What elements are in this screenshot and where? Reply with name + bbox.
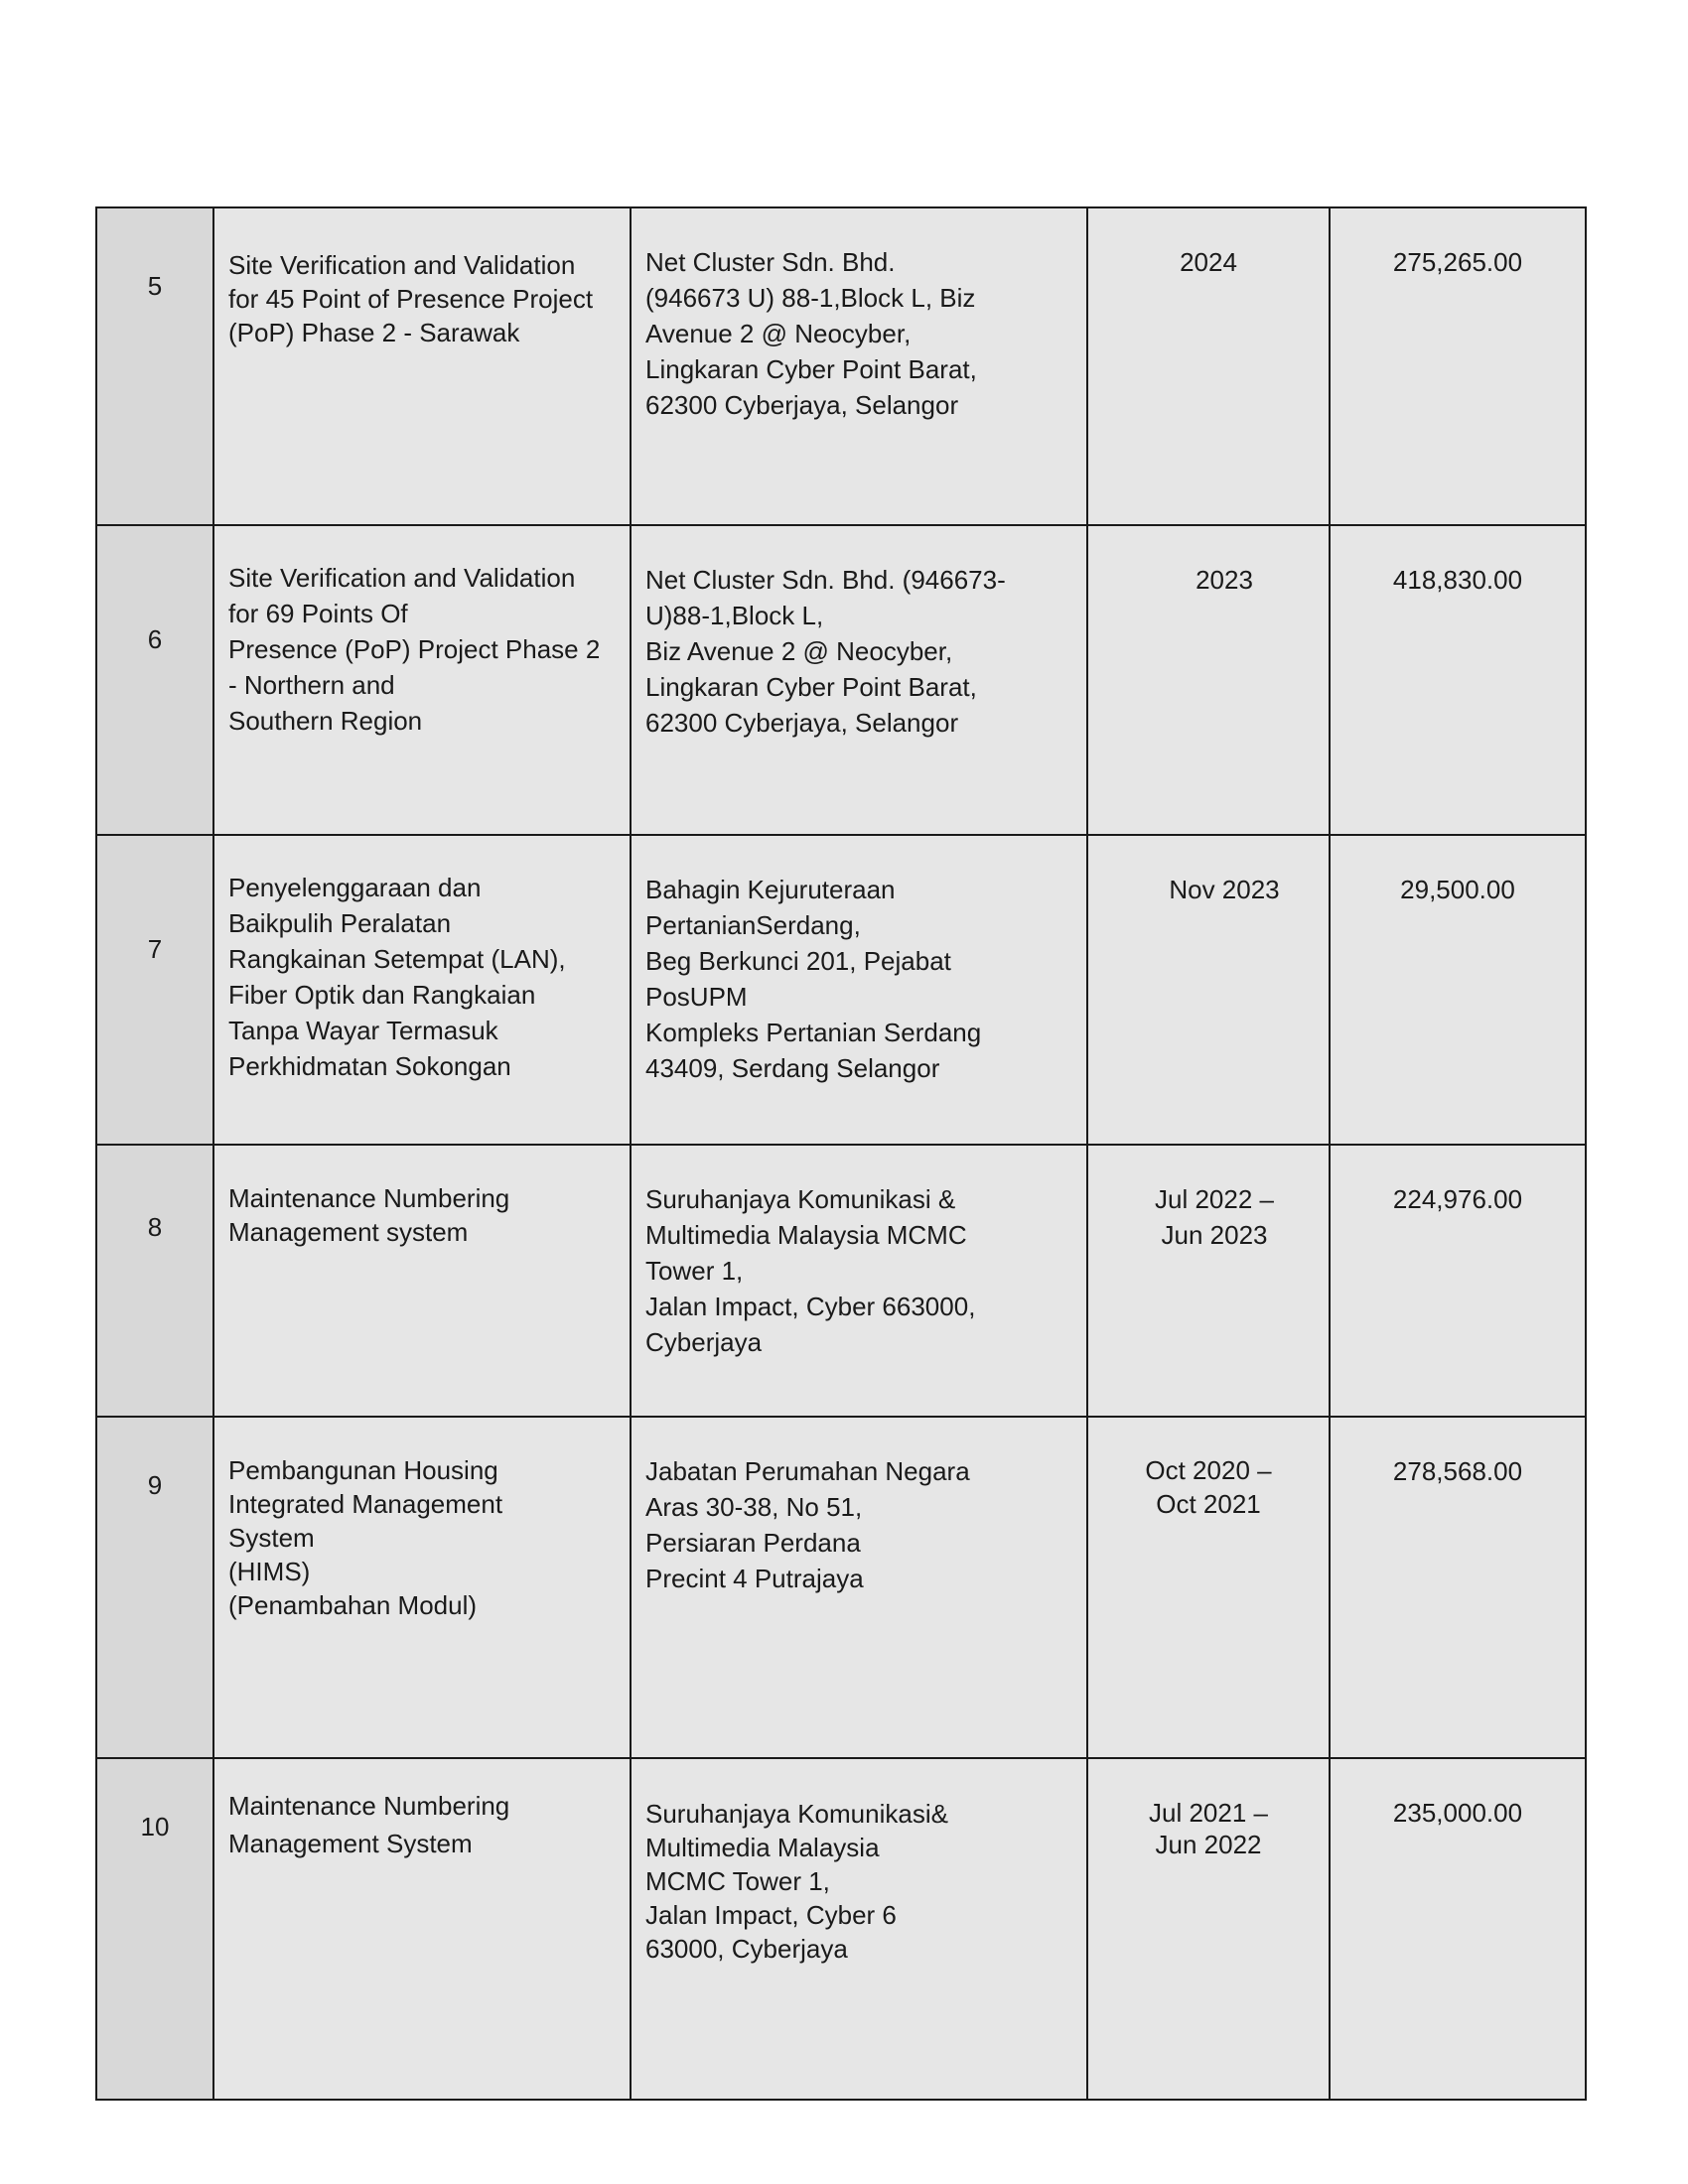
project-title-cell bbox=[213, 1145, 631, 1417]
client-cell bbox=[631, 835, 1087, 1145]
project-period: 2023 bbox=[1196, 565, 1253, 595]
row-number-cell bbox=[96, 207, 213, 525]
row-number-cell bbox=[96, 525, 213, 835]
period-cell bbox=[1087, 1417, 1330, 1758]
project-title-cell bbox=[213, 1758, 631, 2100]
period-cell bbox=[1087, 1758, 1330, 2100]
row-number-cell bbox=[96, 1758, 213, 2100]
table-row bbox=[96, 207, 1586, 525]
value-cell bbox=[1330, 1145, 1586, 1417]
row-number-cell bbox=[96, 835, 213, 1145]
contract-value: 224,976.00 bbox=[1392, 1184, 1523, 1214]
project-experience-table bbox=[95, 206, 1587, 2101]
project-title-cell bbox=[213, 525, 631, 835]
row-number: 8 bbox=[147, 1212, 163, 1242]
project-title-cell bbox=[213, 835, 631, 1145]
row-number: 5 bbox=[147, 271, 163, 301]
project-title: Penyelenggaraan dan Baikpulih Peralatan Rangkainan Setempat (LAN), Fiber Optik dan Rangkaian Tanpa Wayar Termasuk Perkhidmatan Sokongan bbox=[228, 873, 566, 1081]
client-address: Net Cluster Sdn. Bhd. (946673 U) 88-1,Block L, Biz Avenue 2 @ Neocyber, Lingkaran Cyber Point Barat, 62300 Cyberjaya, Selangor bbox=[645, 247, 977, 420]
period-cell bbox=[1087, 525, 1330, 835]
contract-value: 275,265.00 bbox=[1392, 247, 1523, 277]
value-cell bbox=[1330, 207, 1586, 525]
project-title-cell bbox=[213, 207, 631, 525]
client-address: Jabatan Perumahan Negara Aras 30-38, No 51, Persiaran Perdana Precint 4 Putrajaya bbox=[645, 1456, 970, 1593]
table-row bbox=[96, 1145, 1586, 1417]
period-cell bbox=[1087, 835, 1330, 1145]
project-title: Maintenance Numbering Management system bbox=[228, 1183, 510, 1247]
client-address: Suruhanjaya Komunikasi& Multimedia Malaysia MCMC Tower 1, Jalan Impact, Cyber 6 63000, Cyberjaya bbox=[645, 1799, 948, 1964]
client-cell bbox=[631, 525, 1087, 835]
contract-value: 418,830.00 bbox=[1392, 565, 1523, 595]
project-period: 2024 bbox=[1180, 247, 1237, 277]
project-period: Jul 2022 – Jun 2023 bbox=[1155, 1184, 1274, 1250]
row-number: 6 bbox=[147, 624, 163, 654]
project-title: Pembangunan Housing Integrated Management System (HIMS) (Penambahan Modul) bbox=[228, 1455, 503, 1620]
table-row bbox=[96, 1758, 1586, 2100]
project-title: Maintenance Numbering Management System bbox=[228, 1791, 510, 1858]
project-period: Jul 2021 – Jun 2022 bbox=[1149, 1798, 1268, 1859]
value-cell bbox=[1330, 525, 1586, 835]
value-cell bbox=[1330, 1758, 1586, 2100]
period-cell bbox=[1087, 1145, 1330, 1417]
table-row bbox=[96, 1417, 1586, 1758]
project-title: Site Verification and Validation for 69 Points Of Presence (PoP) Project Phase 2 - Northern and Southern Region bbox=[228, 563, 601, 736]
row-number: 9 bbox=[147, 1470, 163, 1500]
project-title-cell bbox=[213, 1417, 631, 1758]
client-cell bbox=[631, 1758, 1087, 2100]
table-row bbox=[96, 525, 1586, 835]
project-period: Oct 2020 – Oct 2021 bbox=[1145, 1455, 1272, 1519]
client-cell bbox=[631, 1145, 1087, 1417]
row-number: 10 bbox=[140, 1812, 170, 1842]
client-address: Bahagin Kejuruteraan PertanianSerdang, Beg Berkunci 201, Pejabat PosUPM Kompleks Pertanian Serdang 43409, Serdang Selangor bbox=[645, 875, 982, 1083]
period-cell bbox=[1087, 207, 1330, 525]
project-period: Nov 2023 bbox=[1169, 875, 1280, 904]
table-row bbox=[96, 835, 1586, 1145]
client-cell bbox=[631, 207, 1087, 525]
client-cell bbox=[631, 1417, 1087, 1758]
row-number-cell bbox=[96, 1417, 213, 1758]
contract-value: 29,500.00 bbox=[1400, 875, 1515, 904]
value-cell bbox=[1330, 835, 1586, 1145]
contract-value: 278,568.00 bbox=[1392, 1456, 1523, 1486]
value-cell bbox=[1330, 1417, 1586, 1758]
row-number-cell bbox=[96, 1145, 213, 1417]
contract-value: 235,000.00 bbox=[1392, 1798, 1523, 1828]
row-number: 7 bbox=[147, 934, 163, 964]
client-address: Net Cluster Sdn. Bhd. (946673- U)88-1,Block L, Biz Avenue 2 @ Neocyber, Lingkaran Cyber Point Barat, 62300 Cyberjaya, Selangor bbox=[645, 565, 1006, 738]
project-title: Site Verification and Validation for 45 Point of Presence Project (PoP) Phase 2 - Sarawak bbox=[228, 250, 594, 347]
client-address: Suruhanjaya Komunikasi & Multimedia Malaysia MCMC Tower 1, Jalan Impact, Cyber 663000, Cyberjaya bbox=[645, 1184, 976, 1357]
